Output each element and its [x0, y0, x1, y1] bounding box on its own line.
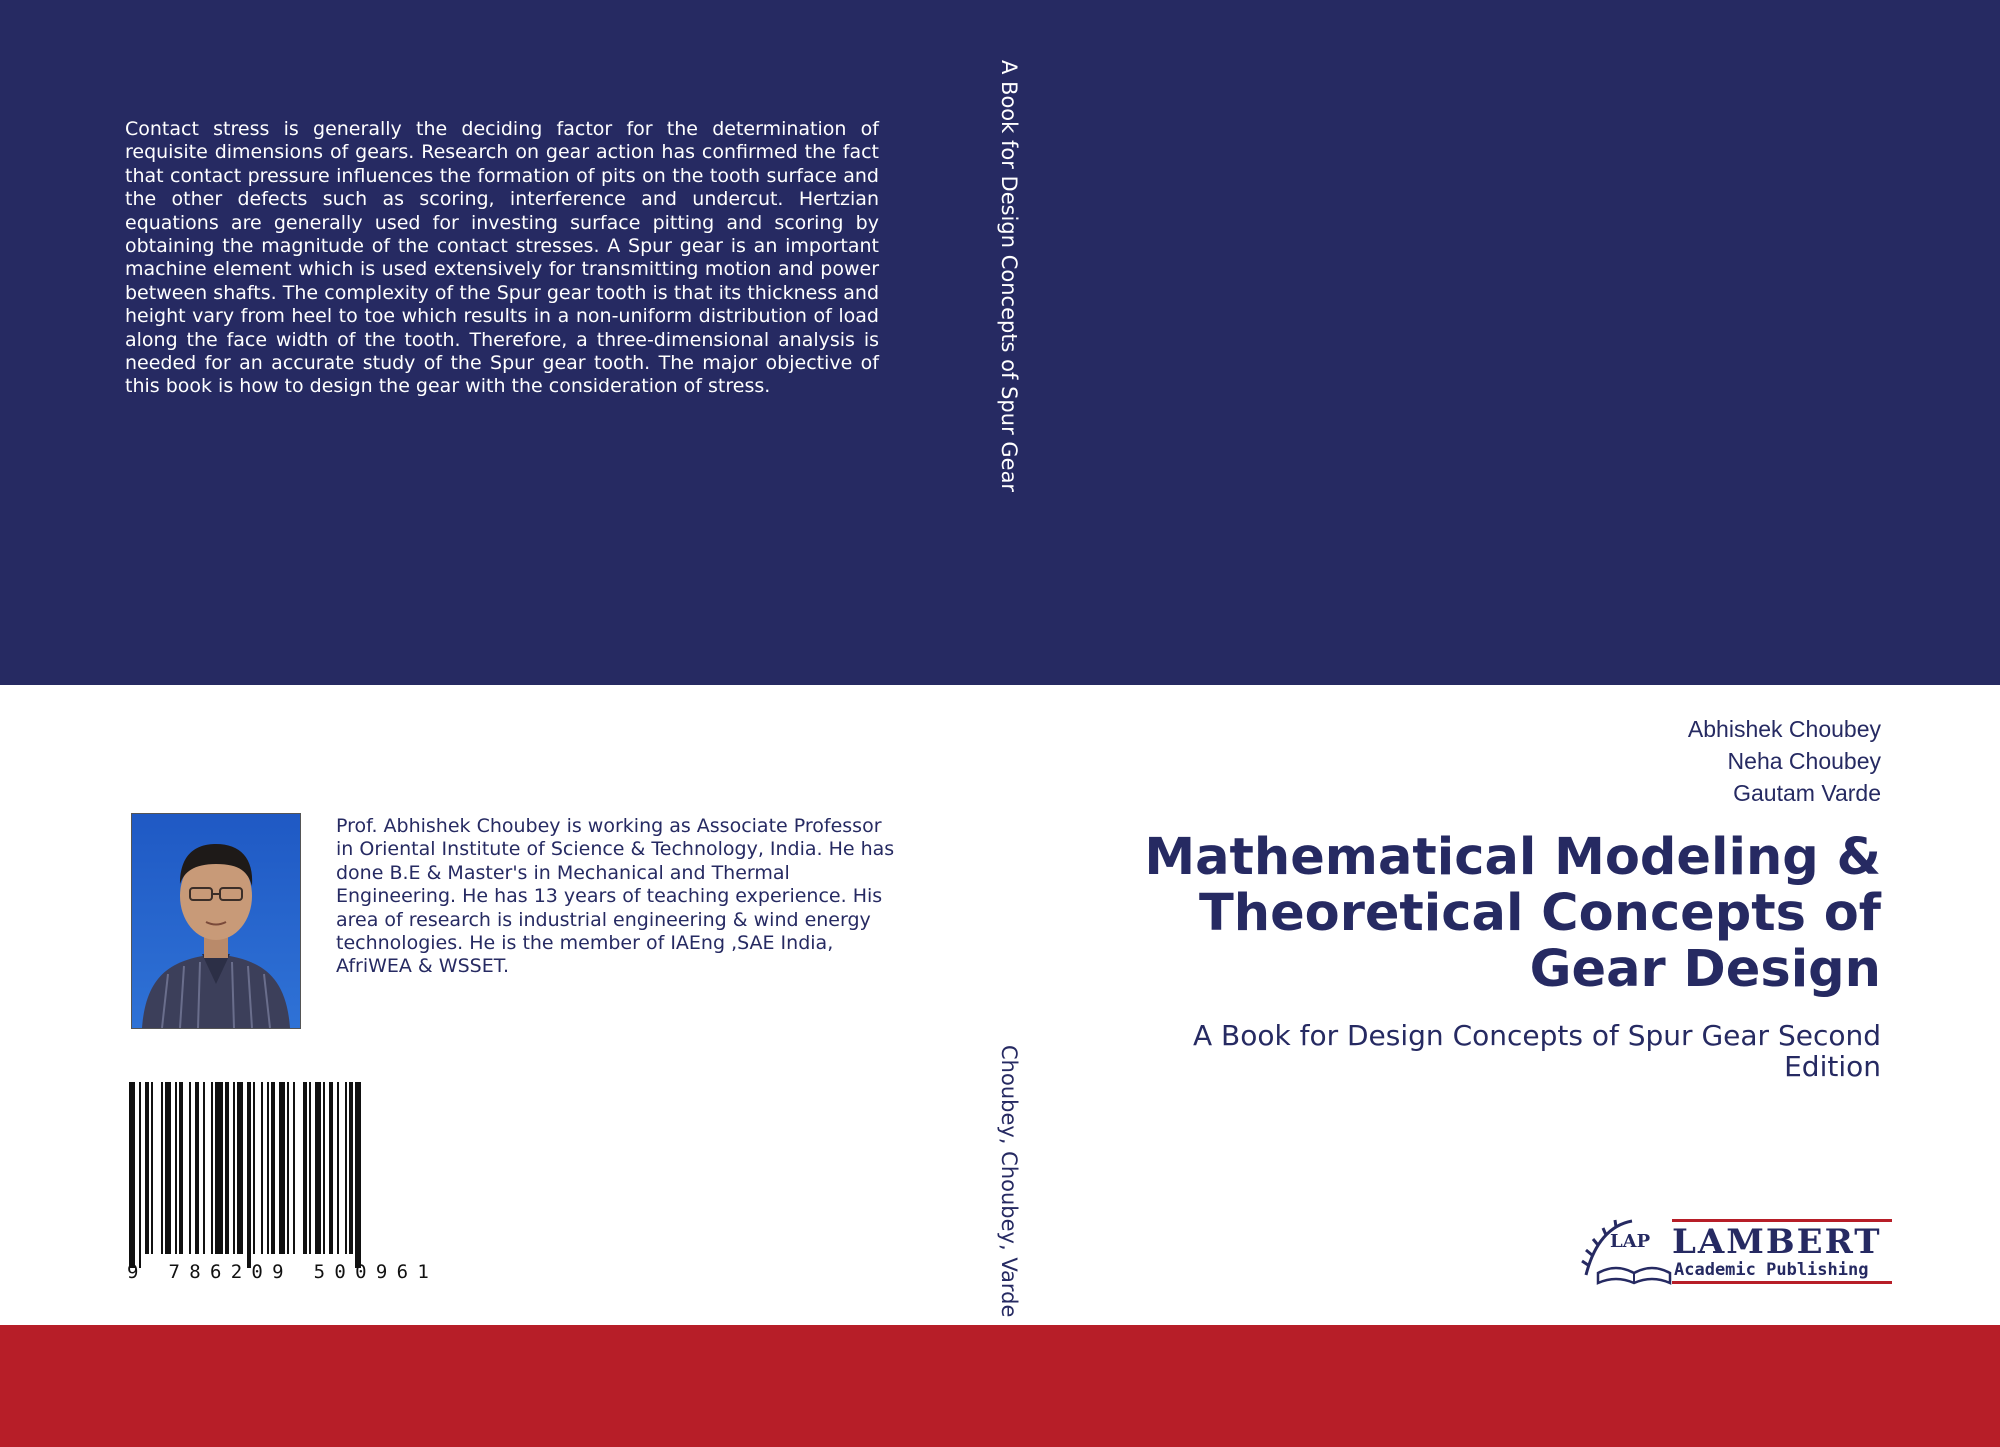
author-bio: Prof. Abhishek Choubey is working as Associate Professor in Oriental Institute of Science & Technology, India. He has done B.E & Master's in Mechanical and Thermal Engineering. He has 13 years of teaching experience. His area of research is industrial engineering & wind energy technologies. He is the member of IAEng ,SAE India, AfriWEA & WSSET. — [336, 815, 895, 978]
author-name: Abhishek Choubey — [1687, 716, 1881, 742]
barcode-bar — [165, 1082, 171, 1254]
author-photo — [131, 813, 301, 1029]
barcode-bar — [323, 1082, 325, 1254]
book-title-line: Gear Design — [1529, 940, 1881, 999]
barcode-bar — [253, 1082, 255, 1254]
barcode-bar — [261, 1082, 263, 1254]
publisher-logo — [1580, 1213, 1892, 1289]
barcode-bar — [161, 1082, 163, 1254]
barcode-bar — [267, 1082, 269, 1254]
barcode-bar — [215, 1082, 223, 1254]
barcode-bar — [309, 1082, 311, 1254]
author-name: Gautam Varde — [1733, 780, 1881, 806]
barcode-bar — [271, 1082, 275, 1254]
spine-title: A Book for Design Concepts of Spur Gear — [997, 60, 1021, 493]
barcode-bar — [129, 1082, 135, 1268]
barcode-bar — [145, 1082, 149, 1254]
barcode-bar — [211, 1082, 213, 1254]
barcode-bar — [279, 1082, 285, 1254]
barcode-bar — [329, 1082, 333, 1254]
book-title-line: Mathematical Modeling & — [1144, 828, 1881, 887]
barcode-number: 9 786209 500961 — [127, 1261, 439, 1282]
barcode-bar — [247, 1082, 251, 1268]
book-subtitle — [1121, 1020, 1881, 1082]
barcode-bar — [233, 1082, 235, 1254]
barcode-bar — [303, 1082, 307, 1254]
author-name: Neha Choubey — [1727, 748, 1881, 774]
book-title-line: Theoretical Concepts of — [1198, 884, 1881, 943]
barcode-bar — [237, 1082, 243, 1254]
barcode-bar — [315, 1082, 321, 1254]
book-subtitle-line: Edition — [1784, 1050, 1881, 1083]
publisher-badge: LAP — [1610, 1231, 1651, 1252]
barcode-bar — [195, 1082, 199, 1254]
cover-bottom-band — [0, 1325, 2000, 1447]
barcode-bar — [225, 1082, 229, 1254]
publisher-name: LAMBERT — [1672, 1222, 1882, 1262]
spine-authors: Choubey, Choubey, Varde — [997, 1045, 1021, 1318]
back-cover-blurb: Contact stress is generally the deciding factor for the determination of requisite dimensions of gears. Research on gear action has confirmed the fact that contact pressure influences the formation of pits on the tooth surface and the other defects such as scoring, interference and undercut. Hertzian equations are generally used for investing surface pitting and scoring by obtaining the magnitude of the contact stresses. A Spur gear is an important machine element which is used extensively for transmitting motion and power between shafts. The complexity of the Spur gear tooth is that its thickness and height vary from heel to toe which results in a non-uniform distribution of load along the face width of the tooth. Therefore, a three-dimensional analysis is needed for an accurate study of the Spur gear tooth. The major objective of this book is how to design the gear with the consideration of stress. — [125, 118, 879, 398]
barcode-bar — [337, 1082, 339, 1254]
isbn-barcode — [125, 1082, 455, 1282]
book-title — [1121, 830, 1881, 998]
barcode-bar — [151, 1082, 153, 1254]
barcode-bar — [293, 1082, 295, 1254]
barcode-bar — [139, 1082, 141, 1268]
barcode-bars — [129, 1082, 361, 1268]
barcode-bar — [189, 1082, 191, 1254]
barcode-bar — [345, 1082, 347, 1254]
book-subtitle-line: A Book for Design Concepts of Spur Gear Second — [1192, 1019, 1881, 1052]
front-cover-authors — [1688, 713, 1881, 809]
barcode-bar — [179, 1082, 183, 1254]
barcode-bar — [203, 1082, 205, 1254]
barcode-bar — [355, 1082, 361, 1268]
barcode-bar — [175, 1082, 177, 1254]
barcode-bar — [349, 1082, 353, 1254]
publisher-subtitle: Academic Publishing — [1674, 1260, 1869, 1280]
barcode-bar — [287, 1082, 289, 1254]
